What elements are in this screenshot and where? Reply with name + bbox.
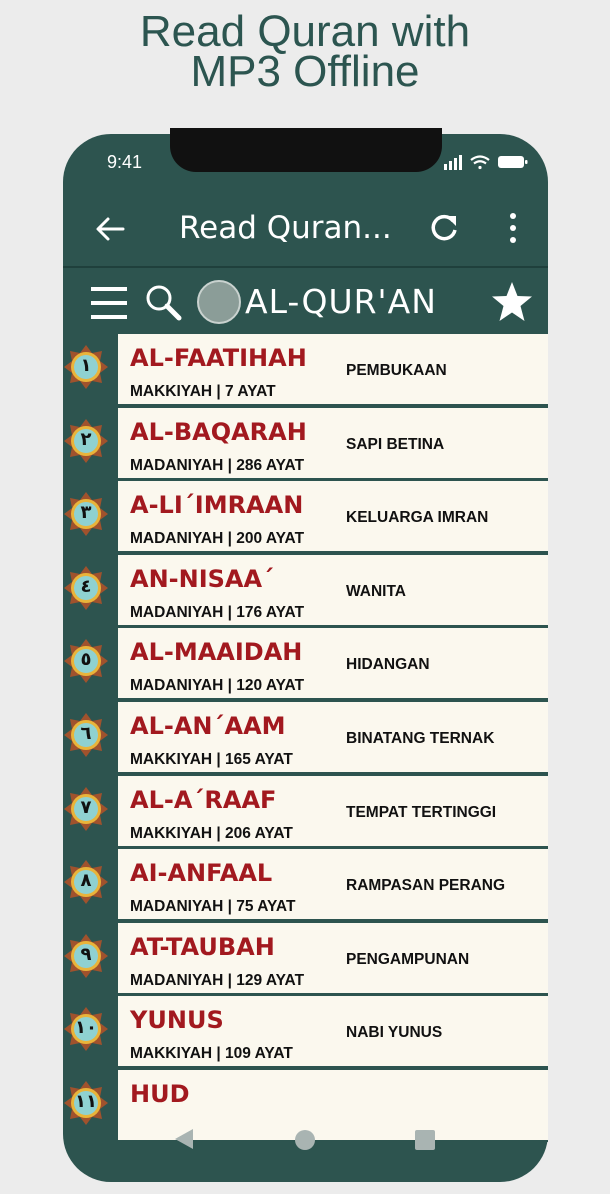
surah-card[interactable] bbox=[118, 923, 548, 995]
nav-back-icon[interactable] bbox=[173, 1127, 195, 1151]
surah-card[interactable] bbox=[118, 555, 548, 627]
surah-row[interactable] bbox=[63, 628, 548, 700]
promo-line-2: MP3 Offline bbox=[190, 47, 420, 96]
more-vertical-icon[interactable] bbox=[508, 210, 518, 246]
surah-card[interactable] bbox=[118, 996, 548, 1068]
surah-card[interactable] bbox=[118, 849, 548, 921]
surah-row[interactable] bbox=[63, 555, 548, 627]
phone-frame bbox=[63, 134, 548, 1182]
surah-number-badge-icon bbox=[64, 934, 108, 978]
surah-number: ٩ bbox=[80, 943, 92, 965]
battery-icon bbox=[498, 156, 528, 168]
surah-number: ٨ bbox=[80, 870, 92, 892]
surah-name: AT-TAUBAH bbox=[130, 932, 275, 961]
surah-name: AI-ANFAAL bbox=[130, 859, 273, 888]
surah-number-badge-icon bbox=[64, 345, 108, 389]
app-title: Read Quran... bbox=[179, 210, 392, 246]
surah-number: ١ bbox=[80, 355, 92, 376]
surah-row[interactable] bbox=[63, 996, 548, 1068]
surah-info: MADANIYAH | 286 AYAT bbox=[130, 456, 305, 474]
surah-number-badge-icon bbox=[64, 1007, 108, 1051]
surah-row[interactable] bbox=[63, 776, 548, 848]
surah-list bbox=[63, 334, 548, 1112]
surah-name: AL-MAAIDAH bbox=[130, 638, 303, 667]
surah-number: ٣ bbox=[80, 502, 92, 524]
surah-number: ٢ bbox=[80, 428, 92, 450]
surah-row[interactable] bbox=[63, 923, 548, 995]
signal-icon bbox=[444, 155, 462, 170]
surah-name: AL-AN´AAM bbox=[130, 712, 286, 740]
surah-row[interactable] bbox=[63, 334, 548, 406]
surah-row[interactable] bbox=[63, 702, 548, 774]
surah-number-badge-icon bbox=[64, 419, 108, 463]
nav-recents-icon[interactable] bbox=[415, 1130, 435, 1150]
refresh-icon[interactable] bbox=[426, 210, 462, 246]
surah-info: MAKKIYAH | 109 AYAT bbox=[130, 1045, 293, 1063]
surah-number-badge-icon bbox=[64, 639, 108, 683]
surah-card[interactable] bbox=[118, 334, 548, 406]
surah-card[interactable] bbox=[118, 702, 548, 774]
promo-headline bbox=[0, 7, 610, 96]
phone-notch bbox=[170, 128, 442, 172]
app-bar bbox=[63, 200, 548, 266]
surah-info: MAKKIYAH | 206 AYAT bbox=[130, 824, 293, 842]
surah-number: ١٠ bbox=[75, 1017, 97, 1039]
surah-info: MADANIYAH | 129 AYAT bbox=[130, 971, 305, 989]
surah-name: AN-NISAA´ bbox=[130, 564, 275, 593]
surah-row[interactable] bbox=[63, 849, 548, 921]
surah-number: ٤ bbox=[80, 575, 92, 597]
surah-name: AL-A´RAAF bbox=[130, 785, 277, 814]
surah-meaning: WANITA bbox=[346, 582, 406, 600]
surah-info: MADANIYAH | 176 AYAT bbox=[130, 603, 305, 621]
surah-meaning: KELUARGA IMRAN bbox=[346, 509, 489, 527]
surah-number-badge-icon bbox=[64, 860, 108, 904]
system-nav-bar bbox=[63, 1100, 548, 1182]
promo-line-1: Read Quran with bbox=[139, 7, 471, 56]
surah-name: HUD bbox=[130, 1080, 190, 1108]
surah-number: ٦ bbox=[80, 723, 92, 744]
surah-card[interactable] bbox=[118, 628, 548, 700]
arrow-left-icon[interactable] bbox=[93, 212, 127, 246]
quran-logo-icon bbox=[197, 280, 241, 324]
hamburger-icon[interactable] bbox=[91, 284, 127, 322]
star-icon[interactable] bbox=[490, 280, 534, 324]
surah-meaning: PEMBUKAAN bbox=[346, 362, 447, 379]
surah-meaning: HIDANGAN bbox=[346, 656, 430, 674]
surah-name: AL-BAQARAH bbox=[130, 417, 307, 446]
surah-row[interactable] bbox=[63, 481, 548, 553]
nav-home-icon[interactable] bbox=[295, 1130, 315, 1150]
search-icon[interactable] bbox=[143, 282, 183, 322]
surah-card[interactable] bbox=[118, 408, 548, 480]
surah-number: ٧ bbox=[80, 796, 92, 818]
surah-number-badge-icon bbox=[64, 492, 108, 536]
surah-name: YUNUS bbox=[130, 1006, 224, 1035]
surah-number: ٥ bbox=[80, 649, 92, 671]
status-time: 9:41 bbox=[107, 152, 143, 172]
surah-info: MADANIYAH | 120 AYAT bbox=[130, 677, 305, 695]
surah-name: AL-FAATIHAH bbox=[130, 344, 307, 372]
toolbar bbox=[63, 266, 548, 334]
surah-number-badge-icon bbox=[64, 713, 108, 757]
surah-info: MAKKIYAH | 165 AYAT bbox=[130, 751, 293, 768]
surah-name: A-LI´IMRAAN bbox=[130, 491, 304, 520]
surah-number: ١١ bbox=[75, 1091, 97, 1112]
surah-meaning: RAMPASAN PERANG bbox=[346, 877, 506, 895]
surah-card[interactable] bbox=[118, 776, 548, 848]
surah-number-badge-icon bbox=[64, 566, 108, 610]
surah-number-badge-icon bbox=[64, 787, 108, 831]
surah-meaning: SAPI BETINA bbox=[346, 435, 445, 453]
surah-info: MADANIYAH | 75 AYAT bbox=[130, 898, 296, 916]
surah-meaning: NABI YUNUS bbox=[346, 1024, 443, 1042]
surah-meaning: BINATANG TERNAK bbox=[346, 730, 495, 747]
surah-info: MADANIYAH | 200 AYAT bbox=[130, 530, 305, 548]
surah-row[interactable] bbox=[63, 408, 548, 480]
wifi-icon bbox=[471, 157, 489, 170]
surah-card[interactable] bbox=[118, 481, 548, 553]
surah-info: MAKKIYAH | 7 AYAT bbox=[130, 383, 276, 400]
surah-meaning: TEMPAT TERTINGGI bbox=[346, 803, 497, 821]
logo-text: AL-QUR'AN bbox=[245, 282, 437, 321]
status-icons bbox=[444, 154, 530, 170]
surah-meaning: PENGAMPUNAN bbox=[346, 950, 470, 968]
